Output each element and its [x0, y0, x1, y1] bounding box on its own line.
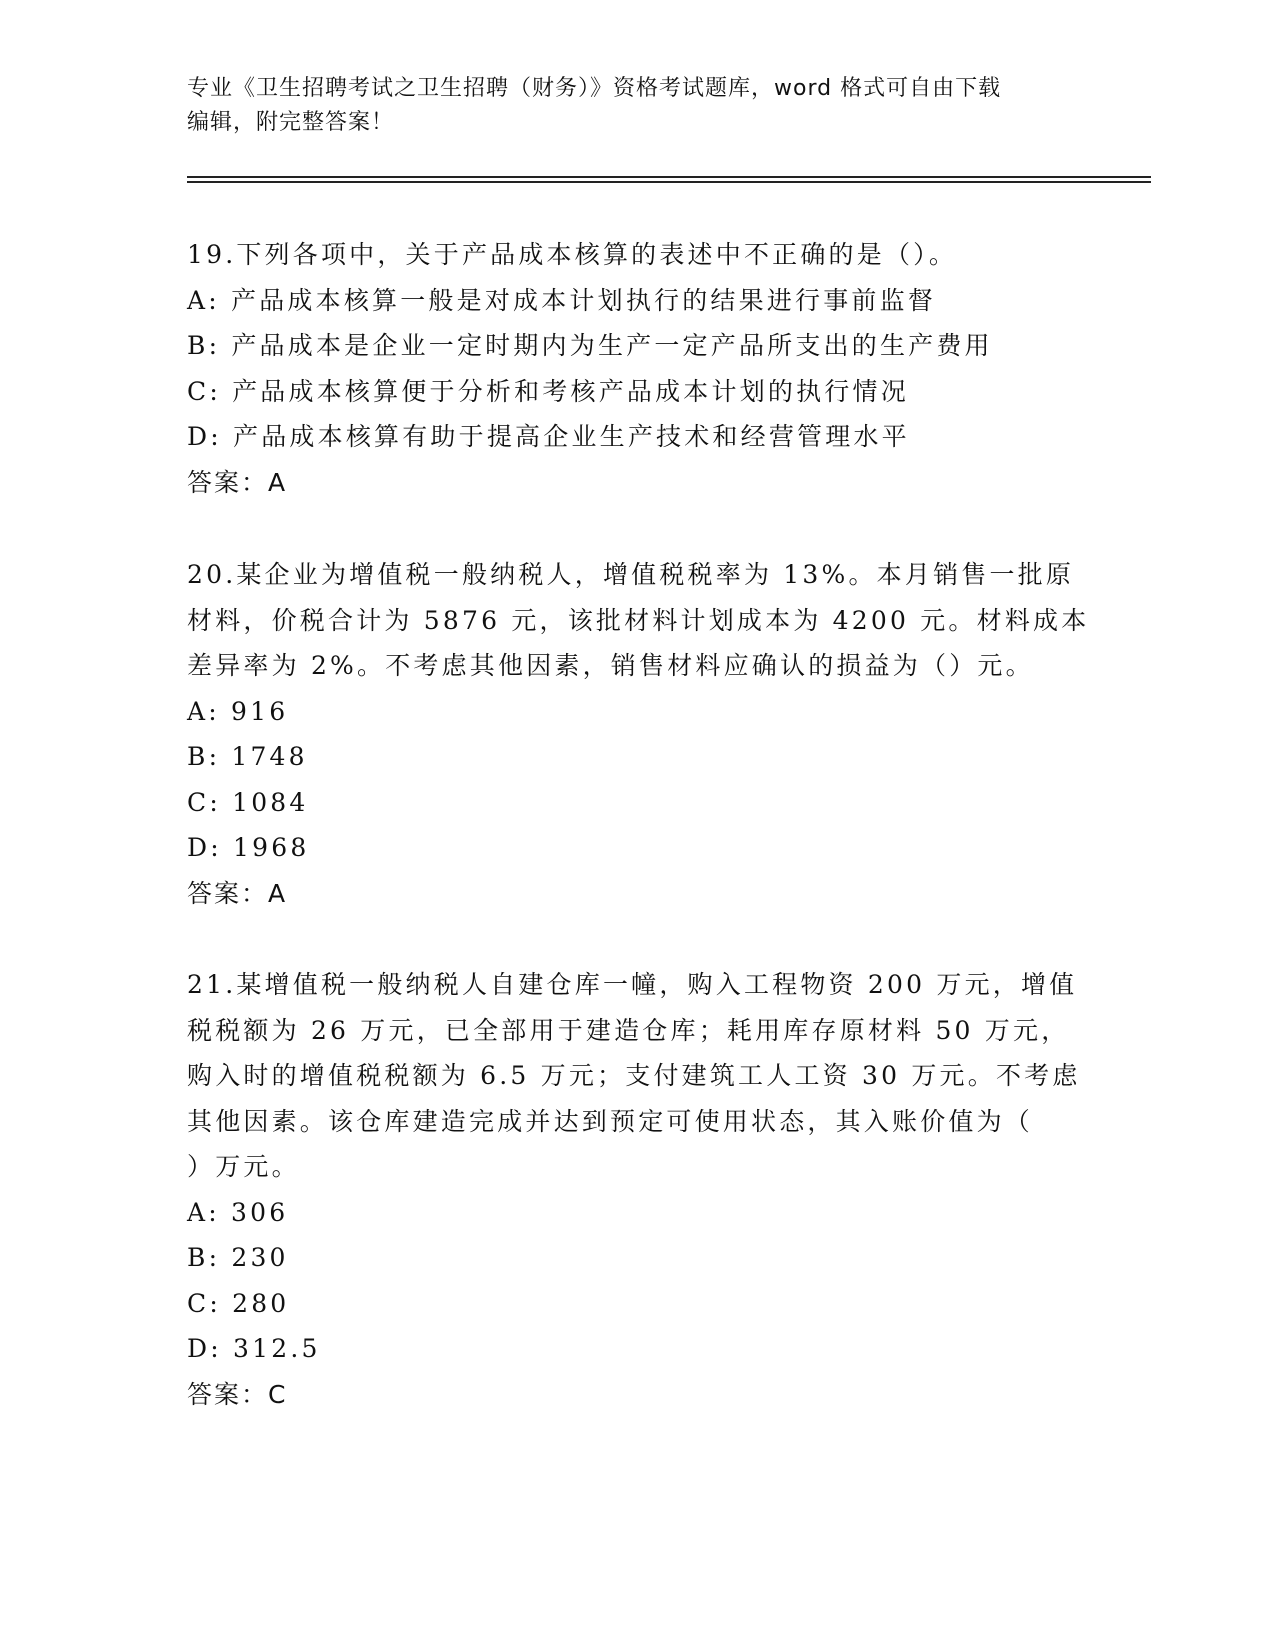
option-c: C: 1084: [187, 787, 309, 817]
option-c: C: 产品成本核算便于分析和考核产品成本计划的执行情况: [187, 376, 909, 406]
question-text: 税税额为 26 万元，已全部用于建造仓库；耗用库存原材料 50 万元，: [187, 1015, 1070, 1045]
option-d: D: 312.5: [187, 1334, 321, 1363]
header-line: 专业《卫生招聘考试之卫生招聘（财务）》资格考试题库，word 格式可自由下载: [187, 76, 1002, 101]
option-d: D: 产品成本核算有助于提高企业生产技术和经营管理水平: [187, 422, 910, 451]
answer: 答案：C: [187, 1379, 288, 1409]
option-b: B: 230: [187, 1243, 289, 1272]
question-19: [187, 232, 1087, 505]
document-header: [187, 72, 1067, 140]
answer: 答案：A: [187, 467, 288, 497]
header-divider: [187, 181, 1151, 183]
option-a: A: 916: [187, 696, 289, 726]
option-b: B: 产品成本是企业一定时期内为生产一定产品所支出的生产费用: [187, 331, 993, 360]
question-text: 20.某企业为增值税一般纳税人，增值税税率为 13%。本月销售一批原: [187, 560, 1075, 589]
option-c: C: 280: [187, 1288, 290, 1318]
question-text: 差异率为 2%。不考虑其他因素，销售材料应确认的损益为（）元。: [187, 651, 1034, 680]
question-text: 其他因素。该仓库建造完成并达到预定可使用状态，其入账价值为（: [187, 1106, 1034, 1136]
answer: 答案：A: [187, 878, 288, 908]
option-a: A: 产品成本核算一般是对成本计划执行的结果进行事前监督: [187, 285, 937, 315]
option-b: B: 1748: [187, 742, 308, 771]
header-divider: [187, 176, 1151, 178]
question-text: 19.下列各项中，关于产品成本核算的表述中不正确的是（）。: [187, 240, 958, 269]
question-text: 21.某增值税一般纳税人自建仓库一幢，购入工程物资 200 万元，增值: [187, 970, 1078, 999]
option-d: D: 1968: [187, 833, 310, 862]
question-21: [187, 962, 1087, 1417]
header-line: 编辑，附完整答案！: [187, 110, 395, 135]
question-20: [187, 552, 1090, 916]
question-text: 材料，价税合计为 5876 元，该批材料计划成本为 4200 元。材料成本: [187, 605, 1090, 635]
question-text: 购入时的增值税税额为 6.5 万元；支付建筑工人工资 30 万元。不考虑: [187, 1061, 1081, 1090]
question-text: ）万元。: [187, 1152, 300, 1181]
option-a: A: 306: [187, 1197, 289, 1227]
